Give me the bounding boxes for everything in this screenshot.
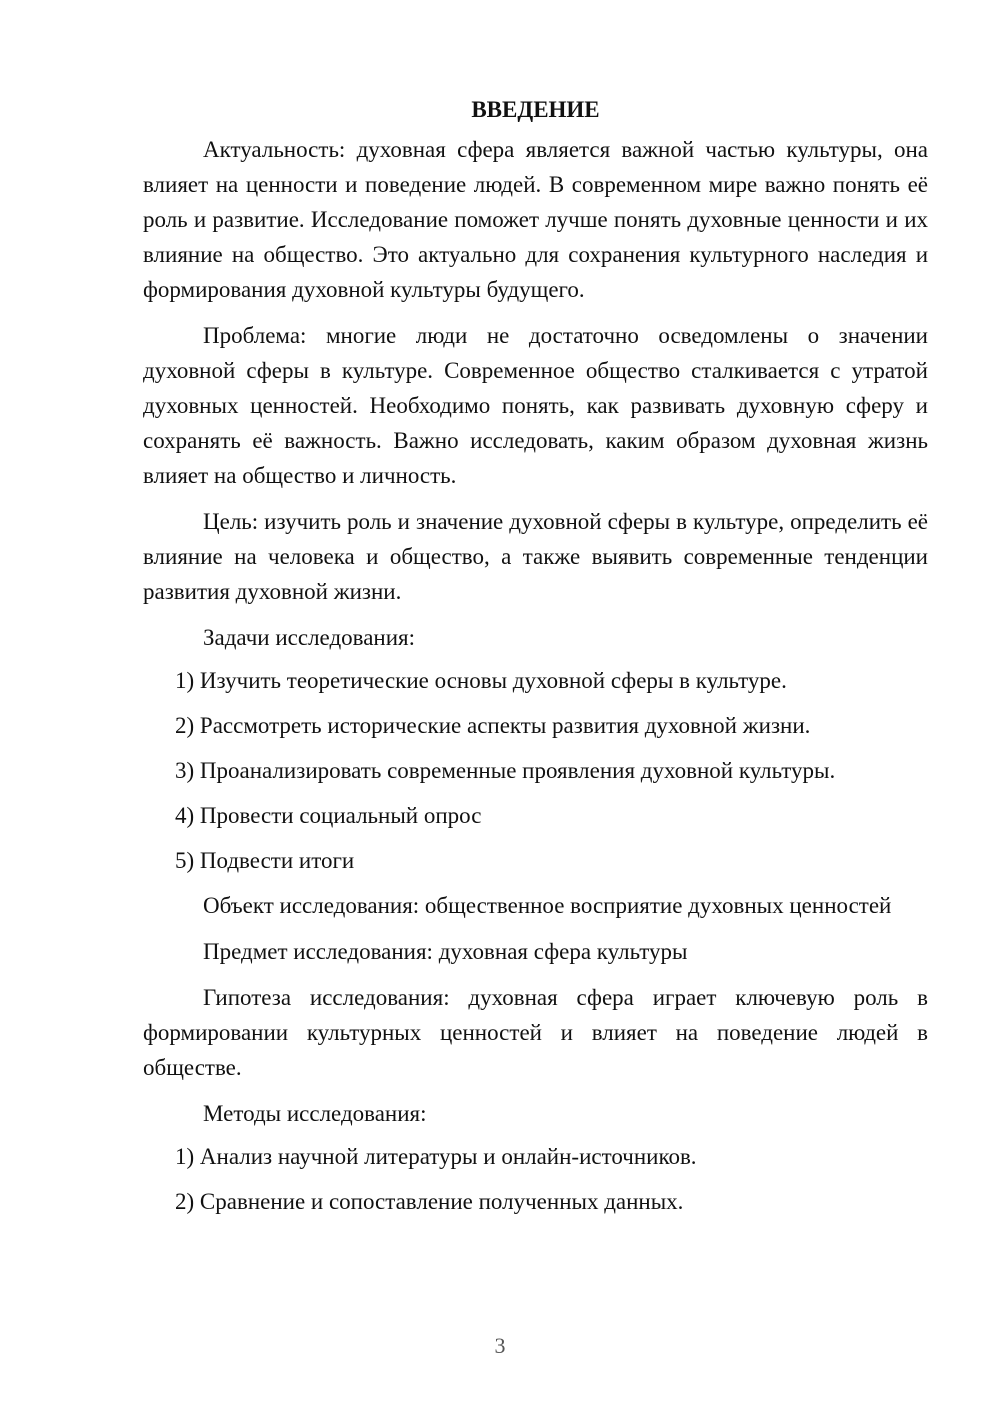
goal-paragraph: Цель: изучить роль и значение духовной сферы в культуре, определить её влияние на человека и общество, а также выявить современные тенденции развития духовной жизни. bbox=[143, 509, 928, 604]
method-item: 1) Анализ научной литературы и онлайн-источников. bbox=[175, 1144, 697, 1169]
task-item: 3) Проанализировать современные проявления духовной культуры. bbox=[175, 758, 836, 783]
object-paragraph: Объект исследования: общественное восприятие духовных ценностей bbox=[203, 893, 892, 918]
relevance-paragraph: Актуальность: духовная сфера является важной частью культуры, она влияет на ценности и поведение людей. В современном мире важно понять её роль и развитие. Исследование поможет лучше понять духовные ценности и их влияние на общество. Это актуально для сохранения культурного наследия и формирования духовной культуры будущего. bbox=[143, 137, 928, 302]
hypothesis-paragraph: Гипотеза исследования: духовная сфера играет ключевую роль в формировании культурных ценностей и влияет на поведение людей в обществе. bbox=[143, 985, 928, 1080]
page-content bbox=[143, 94, 928, 1229]
methods-heading: Методы исследования: bbox=[203, 1101, 427, 1126]
page-title: ВВЕДЕНИЕ bbox=[471, 97, 600, 122]
page-number: 3 bbox=[494, 1333, 506, 1358]
tasks-heading: Задачи исследования: bbox=[203, 625, 416, 650]
problem-paragraph: Проблема: многие люди не достаточно осведомлены о значении духовной сферы в культуре. Современное общество сталкивается с утратой духовных ценностей. Необходимо понять, как развивать духовную сферу и сохранять её важность. Важно исследовать, каким образом духовная жизнь влияет на общество и личность. bbox=[143, 323, 928, 488]
subject-paragraph: Предмет исследования: духовная сфера культуры bbox=[203, 939, 688, 964]
method-item: 2) Сравнение и сопоставление полученных данных. bbox=[175, 1189, 684, 1214]
task-item: 2) Рассмотреть исторические аспекты развития духовной жизни. bbox=[175, 713, 811, 738]
task-item: 4) Провести социальный опрос bbox=[175, 803, 482, 828]
task-item: 5) Подвести итоги bbox=[175, 848, 355, 873]
task-item: 1) Изучить теоретические основы духовной сферы в культуре. bbox=[175, 668, 787, 693]
